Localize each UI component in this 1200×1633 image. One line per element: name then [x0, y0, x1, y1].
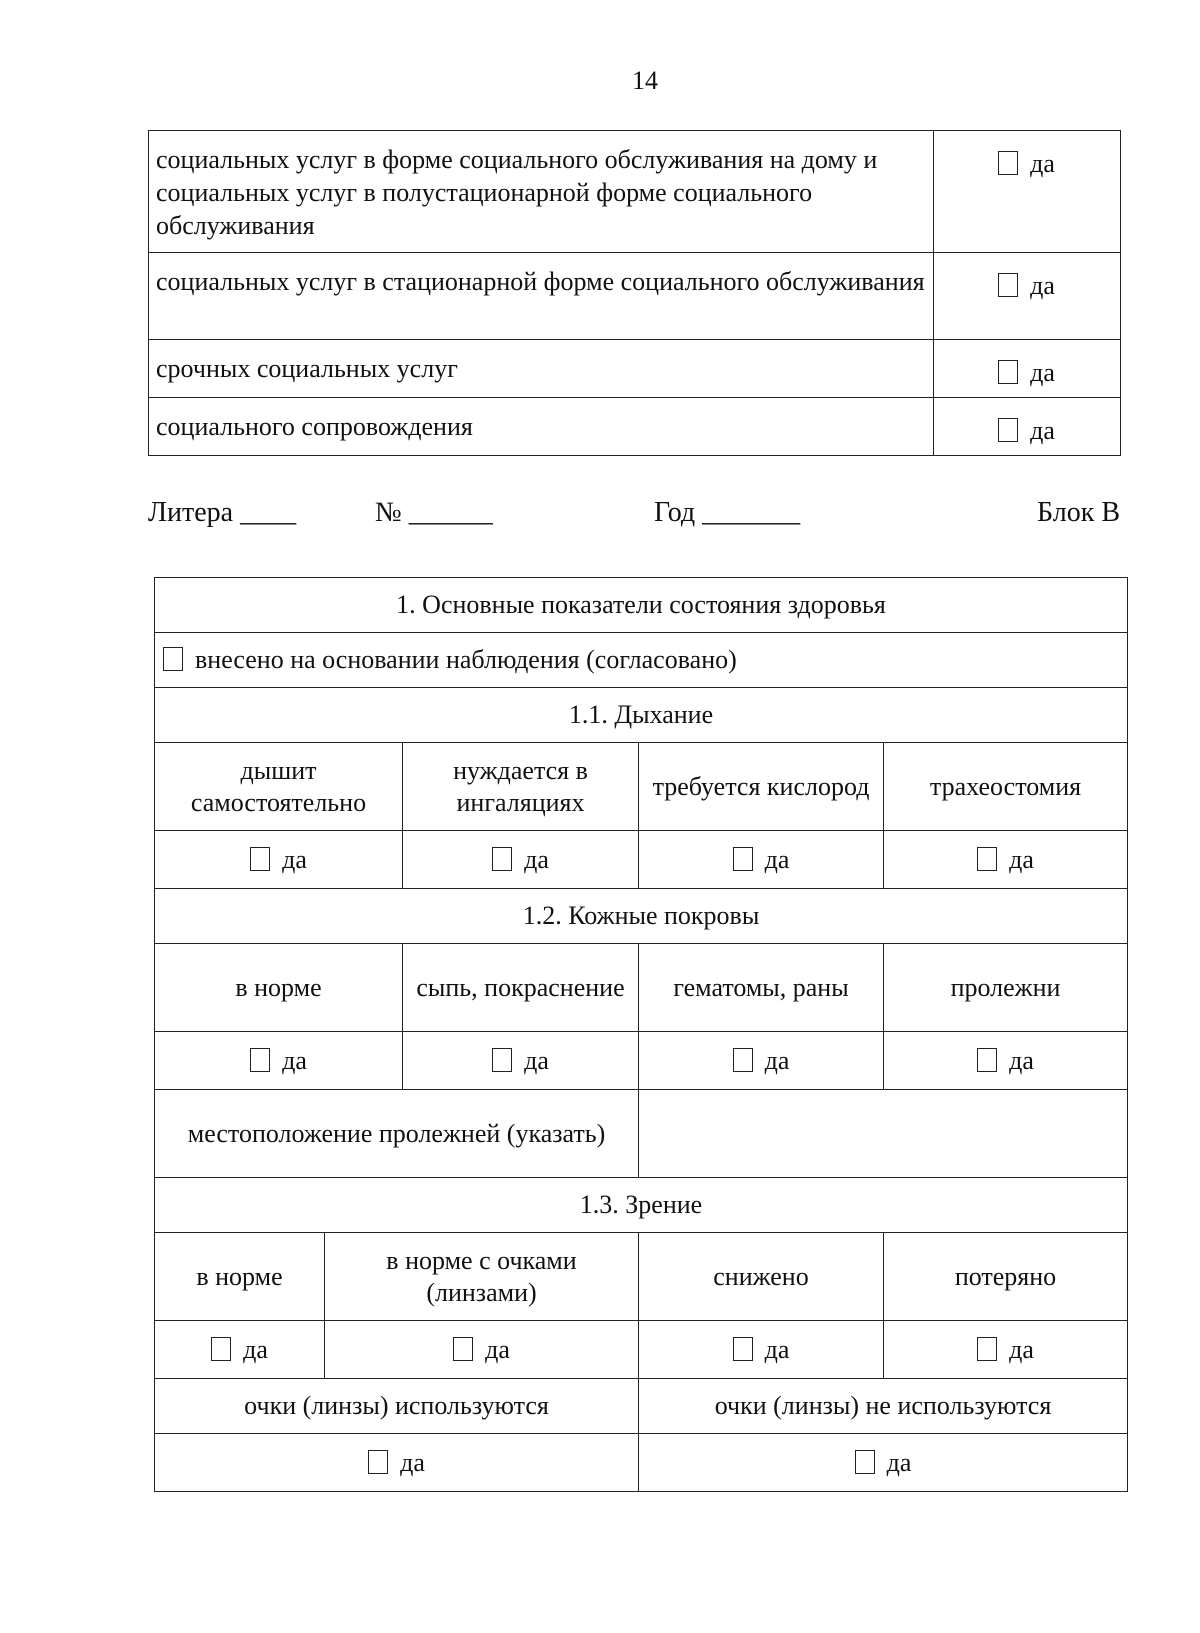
table-row — [155, 1233, 1128, 1321]
table-row — [149, 253, 1121, 340]
number-field[interactable]: № ______ — [375, 497, 493, 528]
yes-label: да — [1009, 844, 1034, 874]
checkbox[interactable] — [368, 1450, 388, 1474]
yes-option[interactable] — [250, 845, 307, 874]
table-row — [155, 1178, 1128, 1233]
yes-label: да — [1030, 149, 1055, 178]
glasses-used-label: очки (линзы) используются — [155, 1379, 639, 1434]
yes-label: да — [764, 844, 790, 874]
services-table — [148, 130, 1121, 456]
header-cell: пролежни — [884, 944, 1128, 1032]
page-number: 14 — [632, 66, 658, 95]
service-label: социального сопровождения — [149, 398, 934, 456]
yes-option[interactable] — [492, 845, 549, 874]
table-row — [155, 688, 1128, 743]
yes-option[interactable] — [368, 1448, 425, 1477]
header-cell: сыпь, покраснение — [403, 944, 639, 1032]
yes-label: да — [524, 1045, 549, 1075]
checkbox[interactable] — [977, 847, 997, 871]
checkbox[interactable] — [250, 1048, 270, 1072]
yes-label: да — [764, 1045, 790, 1075]
yes-option[interactable] — [998, 149, 1055, 178]
yes-option[interactable] — [733, 1335, 790, 1364]
table-row — [155, 1434, 1128, 1492]
table-row — [155, 1032, 1128, 1090]
yes-option[interactable] — [492, 1046, 549, 1075]
table-row — [155, 1321, 1128, 1379]
header-cell: потеряно — [884, 1233, 1128, 1321]
service-label: социальных услуг в стационарной форме социального обслуживания — [149, 253, 934, 340]
subsection-title-vision: 1.3. Зрение — [155, 1178, 1128, 1233]
header-cell: дышит самостоятельно — [155, 743, 403, 831]
header-cell: снижено — [639, 1233, 884, 1321]
yes-option[interactable] — [211, 1335, 268, 1364]
table-row — [155, 578, 1128, 633]
yes-label: да — [1030, 271, 1055, 300]
header-cell: трахеостомия — [884, 743, 1128, 831]
table-row — [155, 831, 1128, 889]
yes-option[interactable] — [977, 1046, 1034, 1075]
table-row — [149, 340, 1121, 398]
yes-label: да — [764, 1334, 790, 1364]
observation-note: внесено на основании наблюдения (согласовано) — [195, 645, 737, 674]
header-cell: в норме — [155, 1233, 325, 1321]
yes-option[interactable] — [855, 1448, 912, 1477]
yes-option[interactable] — [998, 416, 1055, 445]
year-field[interactable]: Год _______ — [654, 497, 801, 528]
service-label: социальных услуг в форме социального обслуживания на дому и социальных услуг в полустационарной форме социального обслуживания — [149, 131, 934, 253]
yes-label: да — [282, 1045, 307, 1075]
bedsore-location-input[interactable] — [639, 1090, 1128, 1178]
table-row — [155, 1090, 1128, 1178]
yes-label: да — [400, 1447, 425, 1477]
yes-option[interactable] — [998, 358, 1055, 387]
table-row — [155, 889, 1128, 944]
checkbox[interactable] — [453, 1337, 473, 1361]
service-label: срочных социальных услуг — [149, 340, 934, 398]
table-row — [149, 131, 1121, 253]
section-title: 1. Основные показатели состояния здоровья — [155, 578, 1128, 633]
bedsore-location-label: местоположение пролежней (указать) — [155, 1090, 639, 1178]
table-row — [155, 1379, 1128, 1434]
yes-label: да — [485, 1334, 510, 1364]
subsection-title-breathing: 1.1. Дыхание — [155, 688, 1128, 743]
observation-option[interactable] — [163, 645, 737, 674]
table-row — [149, 398, 1121, 456]
yes-label: да — [282, 844, 307, 874]
checkbox[interactable] — [250, 847, 270, 871]
yes-option[interactable] — [733, 845, 790, 874]
checkbox[interactable] — [163, 647, 183, 671]
checkbox[interactable] — [492, 847, 512, 871]
header-cell: в норме — [155, 944, 403, 1032]
yes-label: да — [1009, 1334, 1034, 1364]
checkbox[interactable] — [733, 1337, 753, 1361]
yes-option[interactable] — [977, 845, 1034, 874]
checkbox[interactable] — [492, 1048, 512, 1072]
checkbox[interactable] — [977, 1048, 997, 1072]
block-label: Блок В — [1037, 497, 1120, 528]
yes-label: да — [886, 1447, 912, 1477]
health-indicators-table — [154, 577, 1128, 1492]
glasses-not-used-label: очки (линзы) не используются — [639, 1379, 1128, 1434]
checkbox[interactable] — [998, 418, 1018, 442]
checkbox[interactable] — [733, 1048, 753, 1072]
header-cell: требуется кислород — [639, 743, 884, 831]
checkbox[interactable] — [998, 273, 1018, 297]
header-cell: гематомы, раны — [639, 944, 884, 1032]
yes-label: да — [1030, 358, 1055, 387]
table-row — [155, 633, 1128, 688]
yes-option[interactable] — [733, 1046, 790, 1075]
yes-label: да — [1030, 416, 1055, 445]
meta-line — [0, 497, 1200, 537]
yes-option[interactable] — [250, 1046, 307, 1075]
yes-option[interactable] — [998, 271, 1055, 300]
checkbox[interactable] — [855, 1450, 875, 1474]
checkbox[interactable] — [211, 1337, 231, 1361]
yes-label: да — [1009, 1045, 1034, 1075]
checkbox[interactable] — [977, 1337, 997, 1361]
table-row — [155, 944, 1128, 1032]
yes-option[interactable] — [977, 1335, 1034, 1364]
litera-field[interactable]: Литера ____ — [148, 497, 297, 528]
yes-label: да — [524, 844, 549, 874]
table-row — [155, 743, 1128, 831]
yes-label: да — [243, 1334, 268, 1364]
header-cell: нуждается в ингаляциях — [403, 743, 639, 831]
checkbox[interactable] — [998, 151, 1018, 175]
checkbox[interactable] — [998, 360, 1018, 384]
subsection-title-skin: 1.2. Кожные покровы — [155, 889, 1128, 944]
header-cell: в норме с очками (линзами) — [325, 1233, 639, 1321]
checkbox[interactable] — [733, 847, 753, 871]
yes-option[interactable] — [453, 1335, 510, 1364]
